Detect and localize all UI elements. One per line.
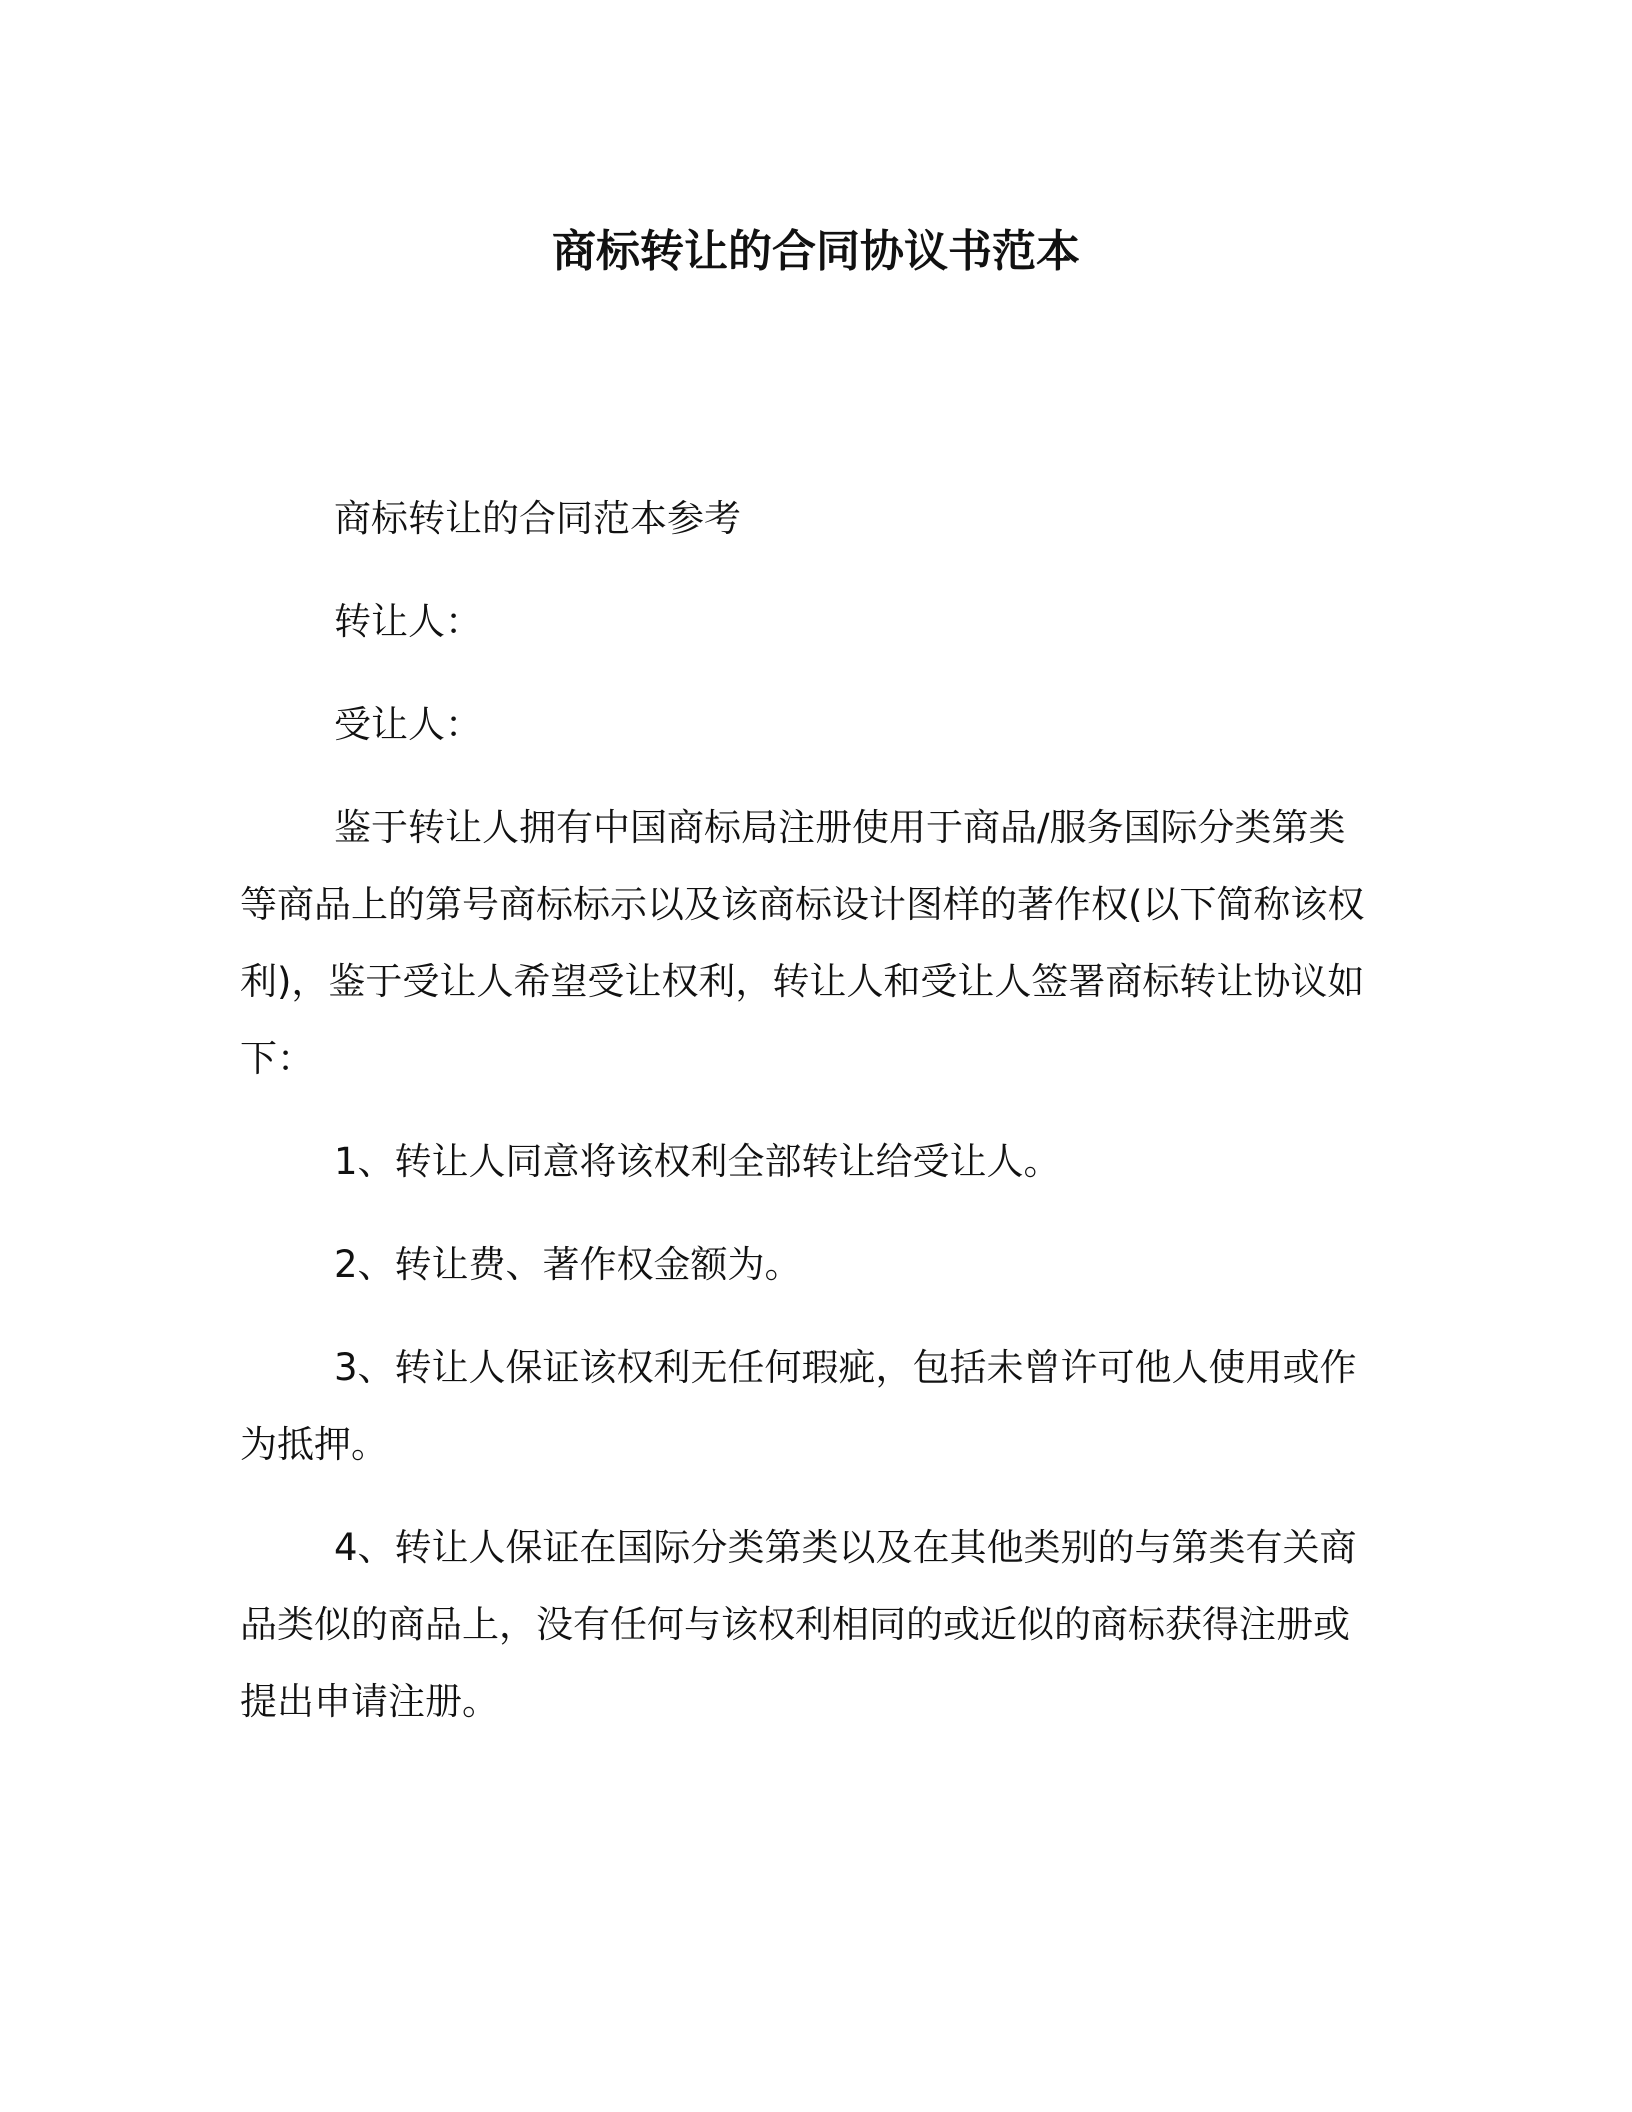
clause-2: 2、转让费、著作权金额为。 xyxy=(334,1243,802,1286)
clause-4: 4、转让人保证在国际分类第类以及在其他类别的与第类有关商品类似的商品上，没有任何与该权利相同的或近似的商标获得注册或提出申请注册。 xyxy=(240,1526,1357,1723)
document-subtitle: 商标转让的合同范本参考 xyxy=(334,497,741,540)
document-title: 商标转让的合同协议书范本 xyxy=(552,226,1080,277)
transferor-label: 转让人： xyxy=(334,600,482,643)
preamble-paragraph: 鉴于转让人拥有中国商标局注册使用于商品/服务国际分类第类等商品上的第号商标标示以及该商标设计图样的著作权(以下简称该权利)，鉴于受让人希望受让权利，转让人和受让人签署商标转让协议如下： xyxy=(240,806,1365,1080)
clause-1: 1、转让人同意将该权利全部转让给受让人。 xyxy=(334,1140,1061,1183)
clause-3: 3、转让人保证该权利无任何瑕疵，包括未曾许可他人使用或作为抵押。 xyxy=(240,1346,1357,1466)
document-body xyxy=(240,480,1380,1766)
transferee-label: 受让人： xyxy=(334,703,482,746)
